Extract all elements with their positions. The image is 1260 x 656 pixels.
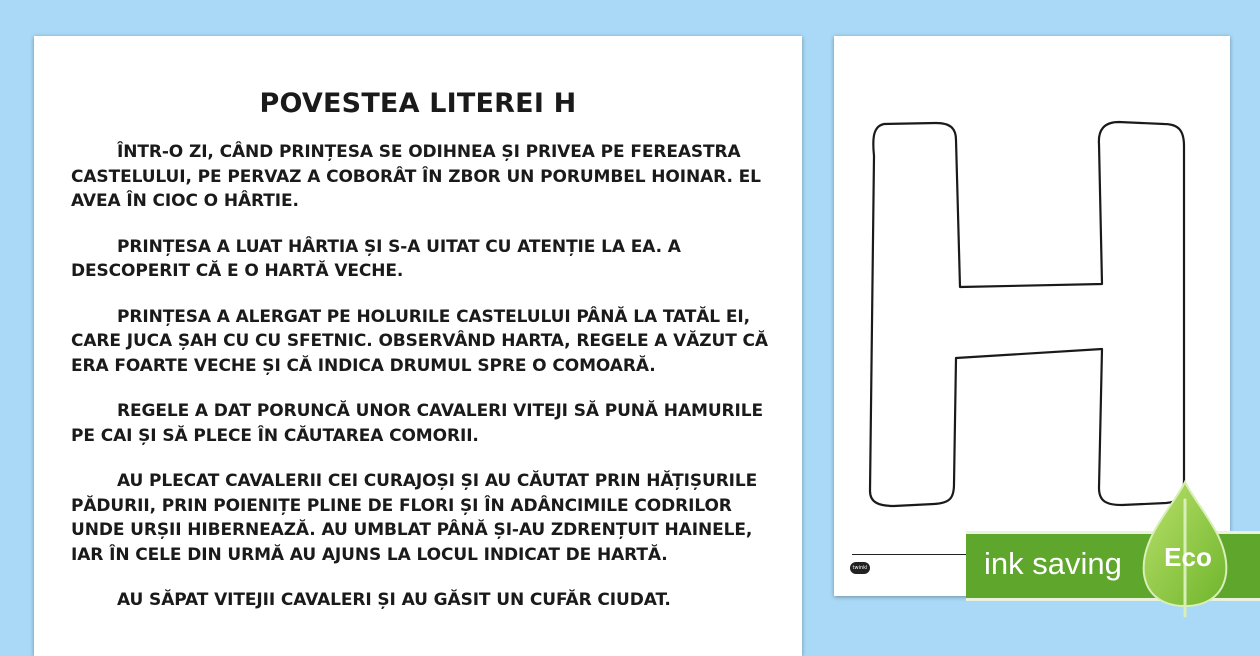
story-paragraph: AU SĂPAT VITEJII CAVALERI ȘI AU GĂSIT UN CUFĂR CIUDAT. xyxy=(117,590,671,610)
eco-label: Eco xyxy=(1164,542,1212,572)
story-paragraph: PRINȚESA A ALERGAT PE HOLURILE CASTELULUI PÂNĂ LA TATĂL EI, CARE JUCA ȘAH CU CU SFETNIC. OBSERVÂND HARTA, REGELE A VĂZUT CĂ ERA FOARTE VECHE ȘI CĂ INDICA DRUMUL SPRE O COMOARĂ. xyxy=(71,306,768,376)
story-paragraph: PRINȚESA A LUAT HÂRTIA ȘI S-A UITAT CU ATENȚIE LA EA. A DESCOPERIT CĂ E O HARTĂ VECHE. xyxy=(71,236,681,281)
story-paragraph: REGELE A DAT PORUNCĂ UNOR CAVALERI VITEJI SĂ PUNĂ HAMURILE PE CAI ȘI SĂ PLECE ÎN CĂUTAREA COMORII. xyxy=(71,401,763,446)
ink-saving-label: ink saving xyxy=(984,546,1122,581)
story-paragraph: AU PLECAT CAVALERII CEI CURAJOȘI ȘI AU CĂUTAT PRIN HĂȚIȘURILE PĂDURII, PRIN POIENIȚE PLINE DE FLORI ȘI ÎN ADÂNCIMILE CODRILOR UNDE URȘII HIBERNEAZĂ. AU UMBLAT PÂNĂ ȘI-AU ZDRENȚUIT HAINELE, IAR ÎN CELE DIN URMĂ AU AJUNS LA LOCUL INDICAT DE HARTĂ. xyxy=(71,471,758,565)
story-paragraph: ÎNTR-O ZI, CÂND PRINȚESA SE ODIHNEA ȘI PRIVEA PE FEREASTRA CASTELULUI, PE PERVAZ A COBORÂT ÎN ZBOR UN PORUMBEL HOINAR. EL AVEA ÎN CIOC O HÂRTIE. xyxy=(71,142,761,211)
story-text xyxy=(71,140,771,634)
story-worksheet-page xyxy=(34,36,802,656)
page-title: POVESTEA LITEREI H xyxy=(259,88,577,119)
twinkl-logo: twinkl xyxy=(850,562,870,574)
